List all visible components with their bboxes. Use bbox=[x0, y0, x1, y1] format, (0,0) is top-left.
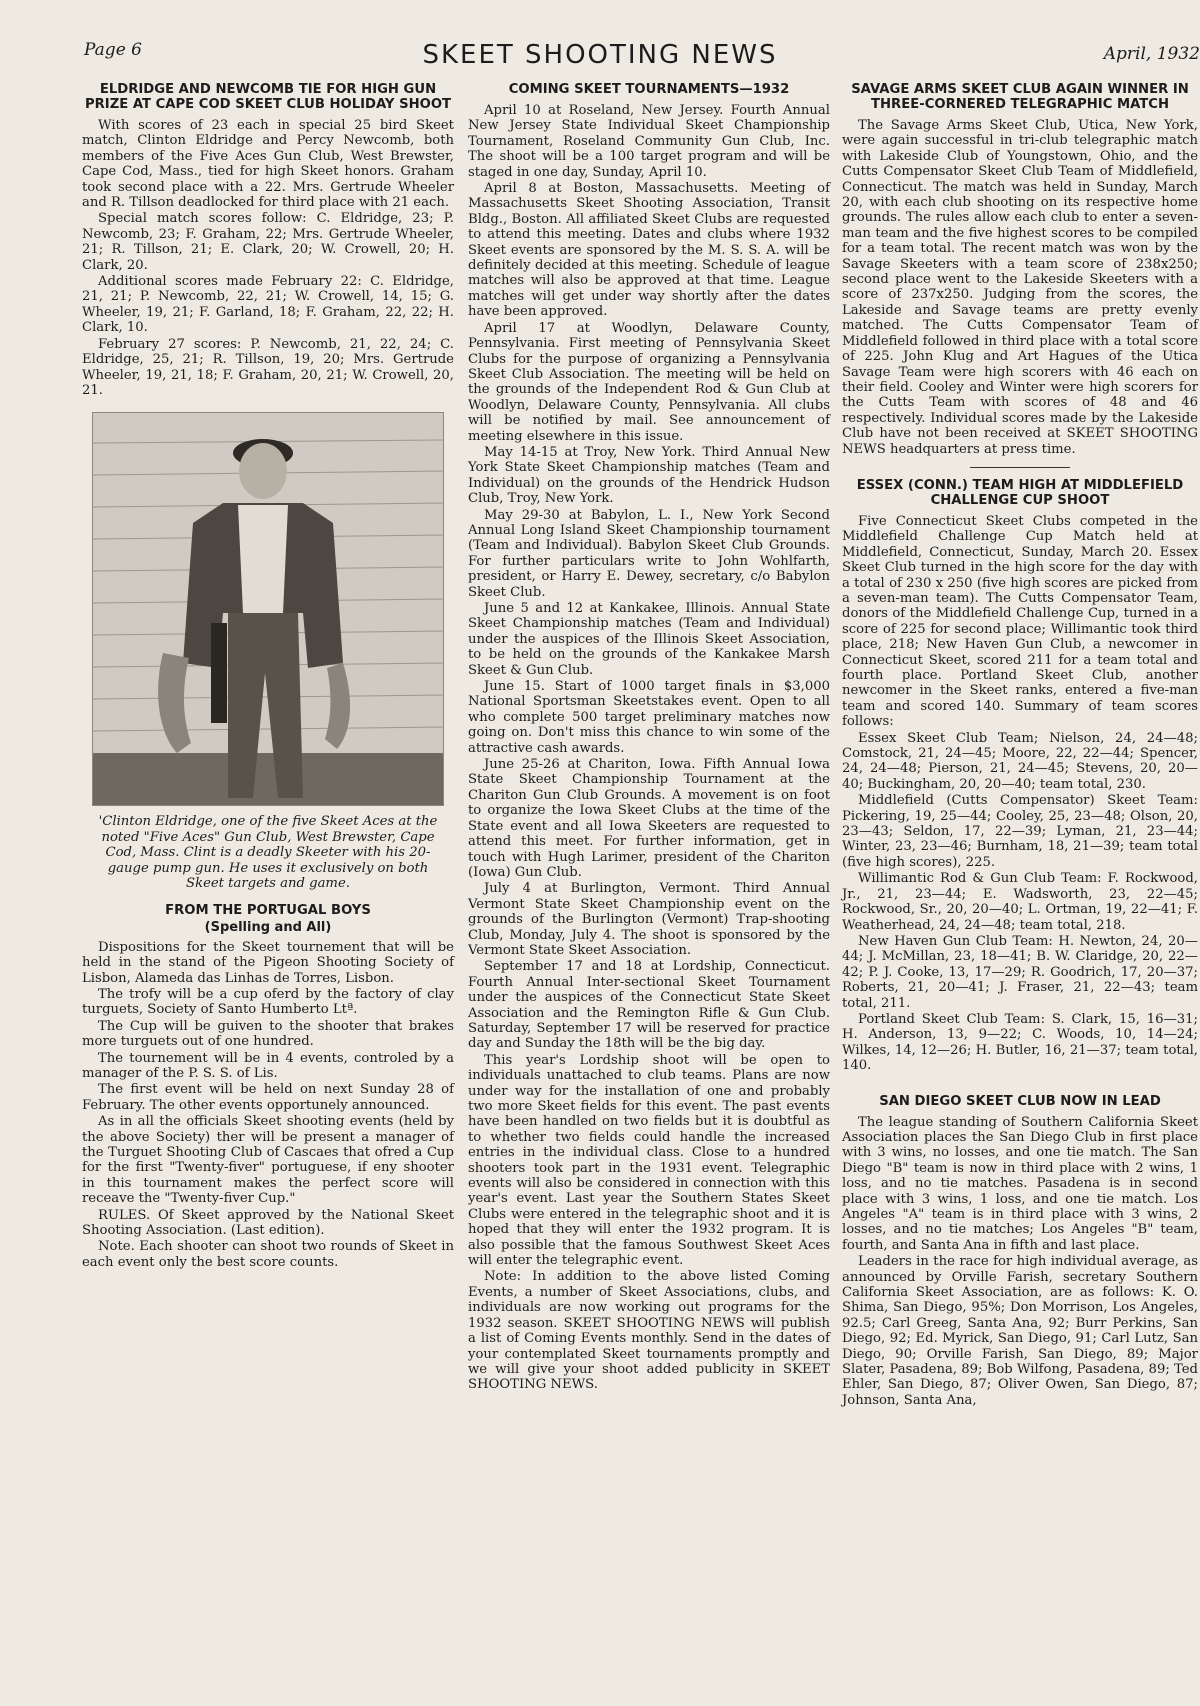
headline: FROM THE PORTUGAL BOYS bbox=[165, 903, 371, 919]
article-portugal-boys bbox=[82, 903, 454, 1270]
headline: SAN DIEGO SKEET CLUB NOW IN LEAD bbox=[879, 1093, 1161, 1109]
article-essex-team bbox=[842, 478, 1198, 1074]
page-header bbox=[0, 0, 1200, 80]
paragraph: The league standing of Southern California Skeet Association places the San Diego Club in first place with 3 wins, no losses, and one tie match. The San Diego "B" team is now in third place with 2 wins, 1 loss, and no tie matches. Pasadena is in second place with 3 wins, 1 loss, and one tie match. Los Angeles "A" team is in third place with 3 wins, 2 losses, and no tie matches; Los Angeles "B" team, fourth, and Santa Ana in fifth and last place. bbox=[842, 1114, 1198, 1253]
headline: COMING SKEET TOURNAMENTS—1932 bbox=[508, 82, 790, 97]
paragraph: Additional scores made February 22: C. Eldridge, 21, 21; P. Newcomb, 22, 21; W. Crowell, 14, 15; G. Wheeler, 19, 21; F. Garland, 18; F. Graham, 22, 22; H. Clark, 10. bbox=[82, 274, 454, 336]
paragraph: April 8 at Boston, Massachusetts. Meeting of Massachusetts Skeet Shooting Association, Transit Bldg., Boston. All affiliated Skeet Clubs are requested to attend this meeting. Dates and clubs where 1932 Skeet events are sponsored by the M. S. S. A. will be definitely decided at this meeting. Schedule of league matches will also be approved at that time. League matches will get under way shortly after the dates have been approved. bbox=[468, 181, 830, 320]
paragraph: Five Connecticut Skeet Clubs competed in the Middlefield Challenge Cup Match held at Middlefield, Connecticut, Sunday, March 20. Essex Skeet Club turned in the high score for the day with a total of 230 x 250 (five high scores are picked from a seven-man team). The Cutts Compensator Team, donors of the Middlefield Challenge Cup, turned in a score of 225 for second place; Willimantic took third place, 218; New Haven Gun Club, a newcomer in Connecticut Skeet, scored 211 for a team total and fourth place. Portland Skeet Club, another newcomer in the Skeet ranks, entered a five-man team and scored 140. Summary of team scores follows: bbox=[842, 513, 1198, 730]
headline: ESSEX (CONN.) TEAM HIGH AT MIDDLEFIELD CHALLENGE CUP SHOOT bbox=[856, 477, 1184, 508]
paragraph: The first event will be held on next Sunday 28 of February. The other events opportunely announced. bbox=[82, 1082, 454, 1113]
column-2 bbox=[468, 82, 830, 1394]
paragraph: June 5 and 12 at Kankakee, Illinois. Annual State Skeet Championship matches (Team and Individual) under the auspices of the Illinois Skeet Association, to be held on the grounds of the Kankakee Marsh Skeet & Gun Club. bbox=[468, 601, 830, 678]
paragraph: Middlefield (Cutts Compensator) Skeet Team: Pickering, 19, 25—44; Cooley, 25, 23—48; Olson, 20, 23—43; Seldon, 17, 22—39; Lyman, 21, 23—44; Winter, 23, 23—46; Burnham, 18, 21—39; team total (five high scores), 225. bbox=[842, 793, 1198, 870]
photo-caption: 'Clinton Eldridge, one of the five Skeet Aces at the noted "Five Aces" Gun Club, West Brewster, Cape Cod, Mass. Clint is a deadly Skeeter with his 20-gauge pump gun. He uses it exclusively on both Skeet targets and game. bbox=[98, 814, 438, 891]
paragraph: June 25-26 at Chariton, Iowa. Fifth Annual Iowa State Skeet Championship Tournament at the Chariton Gun Club Grounds. A movement is on foot to organize the Iowa Skeet Clubs at the time of the State event and all Iowa Skeeters are requested to attend this meet. For further information, get in touch with Hugh Larimer, president of the Chariton (Iowa) Gun Club. bbox=[468, 757, 830, 880]
photo-illustration bbox=[93, 413, 443, 805]
masthead: SKEET SHOOTING NEWS bbox=[422, 40, 778, 70]
paragraph: April 10 at Roseland, New Jersey. Fourth Annual New Jersey State Individual Skeet Championship Tournament, Roseland Community Gun Club, Inc. The shoot will be a 100 target program and will be staged in one day, Sunday, April 10. bbox=[468, 103, 830, 180]
paragraph: New Haven Gun Club Team: H. Newton, 24, 20—44; J. McMillan, 23, 18—41; B. W. Claridge, 20, 22—42; P. J. Cooke, 13, 17—29; R. Goodrich, 17, 20—37; Roberts, 21, 20—41; J. Fraser, 21, 22—43; team total, 211. bbox=[842, 933, 1198, 1011]
headline: SAVAGE ARMS SKEET CLUB AGAIN WINNER IN THREE-CORNERED TELEGRAPHIC MATCH bbox=[851, 82, 1189, 112]
column-1 bbox=[82, 82, 454, 1271]
article-eldridge-newcomb bbox=[82, 82, 454, 398]
paragraph: The tournement will be in 4 events, controled by a manager of the P. S. S. of Lis. bbox=[82, 1050, 454, 1081]
paragraph: This year's Lordship shoot will be open to individuals unattached to club teams. Plans are now under way for the installation of one and probably two more Skeet fields for this event. The past events have been handled on two fields but it is doubtful as to whether two fields could handle the increased entries in the individual class. Close to a hundred shooters took part in the 1931 event. Telegraphic events will also be considered in connection with this year's event. Last year the Southern States Skeet Clubs were entered in the telegraphic shoot and it is hoped that they will enter the 1932 program. It is also possible that the famous Southwest Skeet Aces will enter the telegraphic event. bbox=[468, 1052, 830, 1269]
paragraph: May 14-15 at Troy, New York. Third Annual New York State Skeet Championship matches (Team and Individual) on the grounds of the Hendrick Hudson Club, Troy, New York. bbox=[468, 444, 830, 507]
issue-date: April, 1932 bbox=[1103, 44, 1200, 64]
column-3 bbox=[842, 82, 1198, 1409]
photo-clinton-eldridge bbox=[92, 412, 444, 806]
paragraph: Dispositions for the Skeet tournement that will be held in the stand of the Pigeon Shooting Society of Lisbon, Alameda das Linhas de Torres, Lisbon. bbox=[82, 939, 454, 986]
paragraph: May 29-30 at Babylon, L. I., New York Second Annual Long Island Skeet Championship tournament (Team and Individual). Babylon Skeet Club Grounds. For further particulars write to John Wohlfarth, president, or Harry E. Dewey, secretary, c/o Babylon Skeet Club. bbox=[468, 507, 830, 600]
paragraph: July 4 at Burlington, Vermont. Third Annual Vermont State Skeet Championship event on the grounds of the Burlington (Vermont) Trap-shooting Club, Monday, July 4. The shoot is sponsored by the Vermont State Skeet Association. bbox=[468, 881, 830, 958]
page-number: Page 6 bbox=[84, 40, 142, 60]
headline: ELDRIDGE AND NEWCOMB TIE FOR HIGH GUN PRIZE AT CAPE COD SKEET CLUB HOLIDAY SHOOT bbox=[84, 82, 452, 112]
paragraph: February 27 scores: P. Newcomb, 21, 22, 24; C. Eldridge, 25, 21; R. Tillson, 19, 20; Mrs. Gertrude Wheeler, 19, 21, 18; F. Graham, 20, 21; W. Crowell, 20, 21. bbox=[82, 336, 454, 398]
paragraph: September 17 and 18 at Lordship, Connecticut. Fourth Annual Inter-sectional Skeet Tournament under the auspices of the Connecticut State Skeet Association and the Remington Rifle & Gun Club. Saturday, September 17 will be reserved for practice day and Sunday the 18th will be the big day. bbox=[468, 959, 830, 1052]
paragraph: The Cup will be guiven to the shooter that brakes more turguets out of one hundred. bbox=[82, 1018, 454, 1050]
paragraph: Leaders in the race for high individual average, as announced by Orville Farish, secretary Southern California Skeet Association, are as follows: K. O. Shima, San Diego, 95%; Don Morrison, Los Angeles, 92.5; Carl Greeg, Santa Ana, 92; Burr Perkins, San Diego, 92; Ed. Myrick, San Diego, 91; Carl Lutz, San Diego, 90; Orville Farish, San Diego, 89; Major Slater, Pasadena, 89; Bob Wilfong, Pasadena, 89; Ted Ehler, San Diego, 87; Oliver Owen, San Diego, 87; Johnson, Santa Ana, bbox=[842, 1254, 1198, 1408]
paragraph: Note. Each shooter can shoot two rounds of Skeet in each event only the best score counts. bbox=[82, 1239, 454, 1270]
paragraph: Note: In addition to the above listed Coming Events, a number of Skeet Associations, clubs, and individuals are now working out programs for the 1932 season. SKEET SHOOTING NEWS will publish a list of Coming Events monthly. Send in the dates of your contemplated Skeet tournaments promptly and we will give your shoot added publicity in SKEET SHOOTING NEWS. bbox=[468, 1269, 830, 1393]
paragraph: April 17 at Woodlyn, Delaware County, Pennsylvania. First meeting of Pennsylvania Skeet Clubs for the purpose of organizing a Pennsylvania Skeet Club Association. The meeting will be held on the grounds of the Independent Rod & Gun Club at Woodlyn, Delaware County, Pennsylvania. All clubs will be notified by mail. See announcement of meeting elsewhere in this issue. bbox=[468, 320, 830, 444]
paragraph: Special match scores follow: C. Eldridge, 23; P. Newcomb, 23; F. Graham, 22; Mrs. Gertrude Wheeler, 21; R. Tillson, 21; E. Clark, 20; W. Crowell, 20; H. Clark, 20. bbox=[82, 211, 454, 273]
paragraph: Essex Skeet Club Team; Nielson, 24, 24—48; Comstock, 21, 24—45; Moore, 22, 22—44; Spencer, 24, 24—48; Pierson, 21, 24—45; Stevens, 20, 20—40; Buckingham, 20, 20—40; team total, 230. bbox=[842, 730, 1198, 792]
paragraph: Portland Skeet Club Team: S. Clark, 15, 16—31; H. Anderson, 13, 9—22; C. Woods, 10, 14—24; Wilkes, 14, 12—26; H. Butler, 16, 21—37; team total, 140. bbox=[842, 1011, 1198, 1074]
article-savage-arms bbox=[842, 82, 1198, 457]
divider bbox=[970, 467, 1070, 468]
paragraph: June 15. Start of 1000 target finals in $3,000 National Sportsman Skeetstakes event. Open to all who complete 500 target preliminary matches now going on. Don't miss this chance to win some of the attractive cash awards. bbox=[468, 679, 830, 756]
paragraph: As in all the officials Skeet shooting events (held by the above Society) ther will be present a manager of the Turguet Shooting Club of Cascaes that ofred a Cup for the first "Twenty-fiver" portuguese, if eny shooter in this tournament makes the perfect score will receave the "Twenty-fiver Cup." bbox=[82, 1114, 454, 1207]
paragraph: The Savage Arms Skeet Club, Utica, New York, were again successful in tri-club telegraphic match with Lakeside Club of Youngstown, Ohio, and the Cutts Compensator Skeet Club Team of Middlefield, Connecticut. The match was held in Sunday, March 20, with each club shooting on its respective home grounds. The rules allow each club to enter a seven-man team and the five highest scores to be compiled for a team total. The recent match was won by the Savage Skeeters with a team score of 238x250; second place went to the Lakeside Skeeters with a score of 237x250. Judging from the scores, the Lakeside and Savage teams are pretty evenly matched. The Cutts Compensator Team of Middlefield followed in third place with a total score of 225. John Klug and Art Hagues of the Utica Savage Team were high scorers with 46 each on their field. Cooley and Winter were high scorers for the Cutts Team with scores of 48 and 46 respectively. Individual scores made by the Lakeside Club have not been received at SKEET SHOOTING NEWS headquarters at press time. bbox=[842, 118, 1198, 457]
paragraph: Willimantic Rod & Gun Club Team: F. Rockwood, Jr., 21, 23—44; E. Wadsworth, 23, 22—45; Rockwood, Sr., 20, 20—40; L. Ortman, 19, 22—41; F. Weatherhead, 24, 24—48; team total, 218. bbox=[842, 871, 1198, 933]
paragraph: The trofy will be a cup oferd by the factory of clay turguets, Society of Santo Humberto Ltª. bbox=[82, 986, 454, 1018]
subheadline: (Spelling and All) bbox=[204, 920, 332, 936]
paragraph: With scores of 23 each in special 25 bird Skeet match, Clinton Eldridge and Percy Newcomb, both members of the Five Aces Gun Club, West Brewster, Cape Cod, Mass., tied for high Skeet honors. Graham took second place with a 22. Mrs. Gertrude Wheeler and R. Tillson deadlocked for third place with 21 each. bbox=[82, 118, 454, 211]
paragraph: RULES. Of Skeet approved by the National Skeet Shooting Association. (Last edition). bbox=[82, 1207, 454, 1239]
article-san-diego bbox=[842, 1094, 1198, 1409]
